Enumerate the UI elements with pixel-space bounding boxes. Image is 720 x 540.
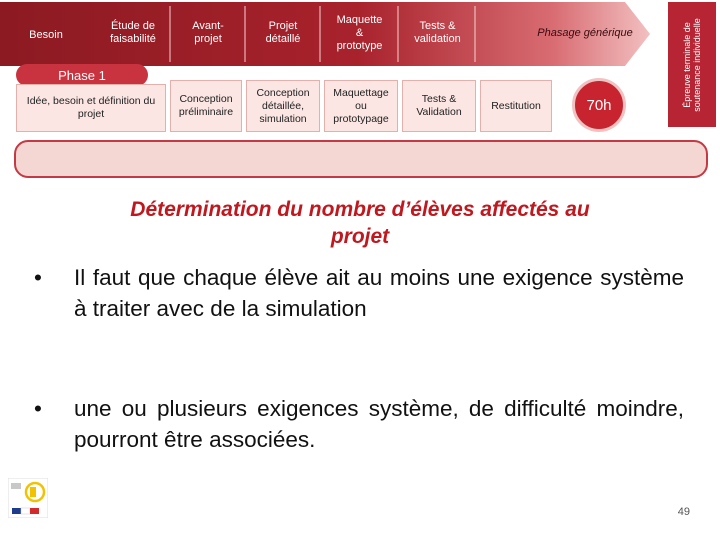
phase1-box-idea: Idée, besoin et définition du projet [16, 84, 166, 132]
phase-heading-faisabilite: Étude de faisabilité [110, 20, 156, 45]
side-label-line2: soutenance individuelle [692, 17, 703, 112]
empty-phase-bar [14, 140, 708, 178]
phase-heading-tests: Tests & validation [414, 20, 461, 45]
bullet-text-1: Il faut que chaque élève ait au moins une exigence système à traiter avec de la simulation [74, 265, 684, 321]
phase-heading-besoin: Besoin [29, 28, 63, 41]
page-number: 49 [677, 506, 690, 518]
phase1-box-detailed: Conception détaillée, simulation [246, 80, 320, 132]
phase-heading-avant-projet: Avant- projet [192, 20, 224, 45]
bullet-text-2: une ou plusieurs exigences système, de difficulté moindre, pourront être associées. [74, 396, 684, 452]
bullet-symbol: • [34, 396, 42, 421]
bullet-item-2 [34, 393, 684, 455]
ministry-logo [8, 478, 48, 518]
phase-heading-maquette: Maquette & prototype [336, 13, 383, 52]
phase1-box-mockup: Maquettage ou prototypage [324, 80, 398, 132]
phase1-pill: Phase 1 [16, 64, 148, 86]
slide-title: Détermination du nombre d’élèves affectés au projet [130, 198, 590, 248]
final-exam-side-label [668, 2, 716, 127]
phase1-box-tests: Tests & Validation [402, 80, 476, 132]
generic-phasing-label: Phasage générique [537, 26, 633, 39]
bullet-item-1 [34, 262, 684, 324]
bullet-symbol: • [34, 265, 42, 290]
phase1-box-preliminary: Conception préliminaire [170, 80, 242, 132]
hours-clock-badge: 70h [572, 78, 626, 132]
phase1-box-restitution: Restitution [480, 80, 552, 132]
side-label-line1: Épreuve terminale de [682, 21, 693, 108]
phase-heading-projet-detaille: Projet détaillé [265, 20, 301, 45]
